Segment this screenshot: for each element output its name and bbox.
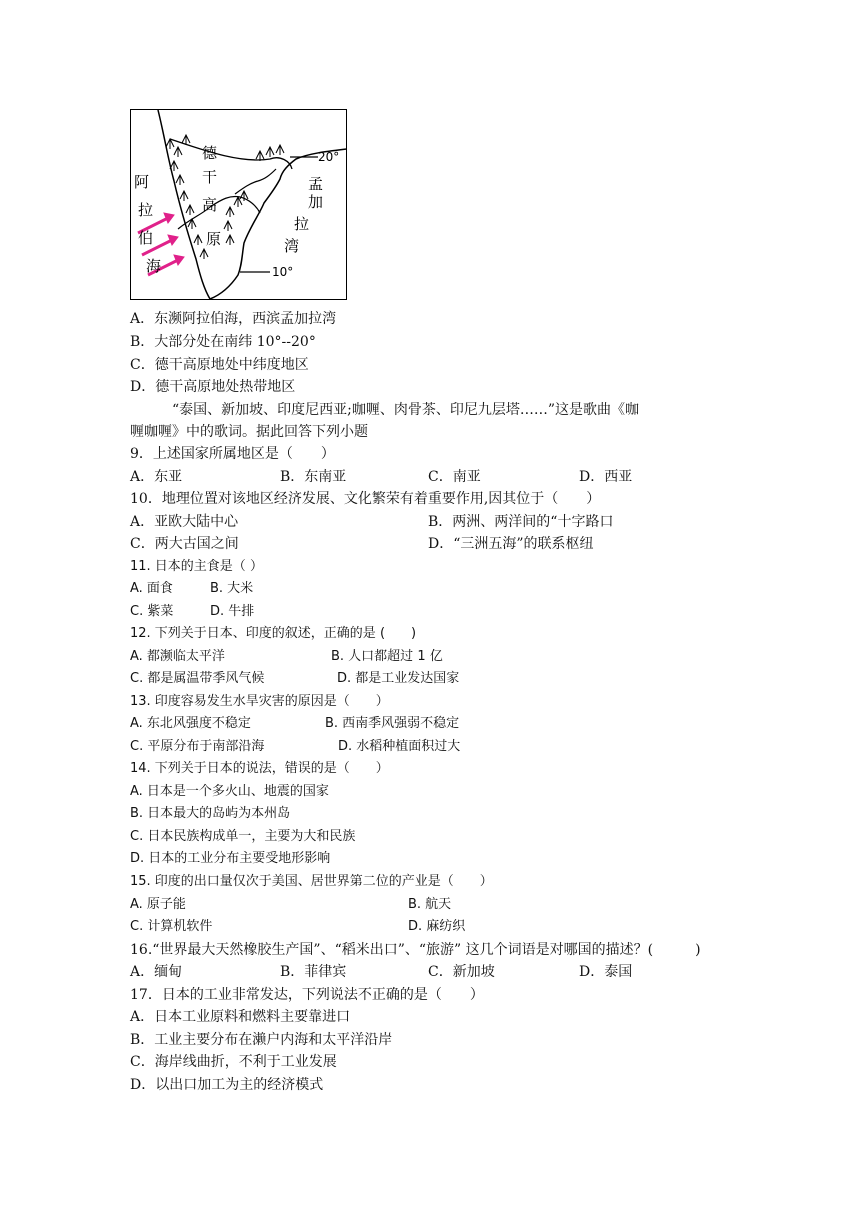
map-label-bengal-4: 湾	[284, 237, 300, 255]
q12-option-d: D. 都是工业发达国家	[337, 671, 460, 686]
q14-option-b: B. 日本最大的岛屿为本州岛	[130, 806, 291, 821]
q9-option-c: C．南亚	[428, 469, 481, 485]
q15-option-a: A. 原子能	[130, 897, 186, 912]
q17-option-d: D．以出口加工为主的经济模式	[130, 1077, 324, 1093]
q10-option-d: D．“三洲五海”的联系枢纽	[428, 536, 594, 552]
q10-option-b: B．两洲、两洋间的“十字路口	[428, 514, 614, 530]
q8-option-b: B．大部分处在南纬 10°--20°	[130, 334, 316, 350]
q17-stem: 17．日本的工业非常发达，下列说法不正确的是（ ）	[130, 987, 484, 1003]
q10-option-a: A．亚欧大陆中心	[130, 514, 239, 530]
passage-line-1: “泰国、新加坡、印度尼西亚;咖喱、肉骨茶、印尼九层塔……”这是歌曲《咖	[172, 402, 640, 418]
map-label-arabian-1: 阿	[134, 173, 150, 191]
q11-stem: 11. 日本的主食是（ ）	[130, 559, 263, 574]
q13-option-b: B. 西南季风强弱不稳定	[325, 716, 460, 731]
map-label-deccan-1: 德	[202, 144, 218, 162]
q14-option-d: D. 日本的工业分布主要受地形影响	[130, 851, 331, 866]
q11-option-d: D. 牛排	[210, 604, 255, 619]
q10-option-c: C．两大古国之间	[130, 536, 239, 552]
q13-option-c: C. 平原分布于南部沿海	[130, 739, 265, 754]
q15-stem: 15. 印度的出口量仅次于美国、居世界第二位的产业是（ ）	[130, 874, 493, 889]
q9-option-a: A．东亚	[130, 469, 183, 485]
q13-option-a: A. 东北风强度不稳定	[130, 716, 251, 731]
latitude-10-label: 10°	[272, 265, 294, 279]
map-label-bengal-2: 加	[308, 193, 324, 211]
q14-option-c: C. 日本民族构成单一，主要为大和民族	[130, 829, 356, 844]
q8-option-c: C．德干高原地处中纬度地区	[130, 357, 309, 373]
q12-option-c: C. 都是属温带季风气候	[130, 671, 265, 686]
q14-option-a: A. 日本是一个多火山、地震的国家	[130, 784, 329, 799]
map-label-deccan-2: 干	[202, 168, 218, 186]
q16-option-d: D．泰国	[579, 964, 633, 980]
q12-option-b: B. 人口都超过 1 亿	[331, 649, 443, 664]
q9-option-b: B．东南亚	[280, 469, 347, 485]
q17-option-b: B．工业主要分布在濑户内海和太平洋沿岸	[130, 1032, 393, 1048]
q15-option-d: D. 麻纺织	[408, 919, 466, 934]
q11-option-c: C. 紫菜	[130, 604, 174, 619]
india-map-figure	[130, 109, 347, 300]
q16-stem: 16.“世界最大天然橡胶生产国”、“稻米出口”、“旅游” 这几个词语是对哪国的描述？( )	[130, 942, 701, 958]
map-label-bengal-1: 孟	[308, 175, 324, 193]
map-label-arabian-3: 伯	[138, 229, 154, 247]
latitude-20-label: 20°	[318, 150, 340, 164]
q11-option-a: A. 面食	[130, 581, 173, 596]
q10-stem: 10．地理位置对该地区经济发展、文化繁荣有着重要作用,因其位于（ ）	[130, 491, 601, 507]
map-label-deccan-4: 原	[206, 230, 222, 248]
q15-option-c: C. 计算机软件	[130, 919, 213, 934]
q17-option-a: A．日本工业原料和燃料主要靠进口	[130, 1009, 351, 1025]
q11-option-b: B. 大米	[210, 581, 254, 596]
q16-option-a: A．缅甸	[130, 964, 183, 980]
q13-stem: 13. 印度容易发生水旱灾害的原因是（ ）	[130, 694, 389, 709]
q13-option-d: D. 水稻种植面积过大	[338, 739, 461, 754]
q17-option-c: C．海岸线曲折，不利于工业发展	[130, 1054, 337, 1070]
map-label-bengal-3: 拉	[294, 215, 310, 233]
q12-stem: 12. 下列关于日本、印度的叙述，正确的是 ( )	[130, 626, 417, 641]
q14-stem: 14. 下列关于日本的说法，错误的是（ ）	[130, 761, 389, 776]
q16-option-c: C．新加坡	[428, 964, 495, 980]
passage-line-2: 喱咖喱》中的歌词。据此回答下列小题	[130, 424, 368, 440]
q16-option-b: B．菲律宾	[280, 964, 347, 980]
q8-option-a: A．东濒阿拉伯海，西滨孟加拉湾	[130, 311, 337, 327]
q12-option-a: A. 都濒临太平洋	[130, 649, 225, 664]
q9-option-d: D．西亚	[579, 469, 633, 485]
map-label-arabian-2: 拉	[138, 201, 154, 219]
q15-option-b: B. 航天	[408, 897, 452, 912]
q8-option-d: D．德干高原地处热带地区	[130, 379, 296, 395]
map-label-deccan-3: 高	[202, 196, 218, 214]
q9-stem: 9．上述国家所属地区是（ ）	[130, 446, 335, 462]
map-label-arabian-4: 海	[146, 257, 162, 275]
